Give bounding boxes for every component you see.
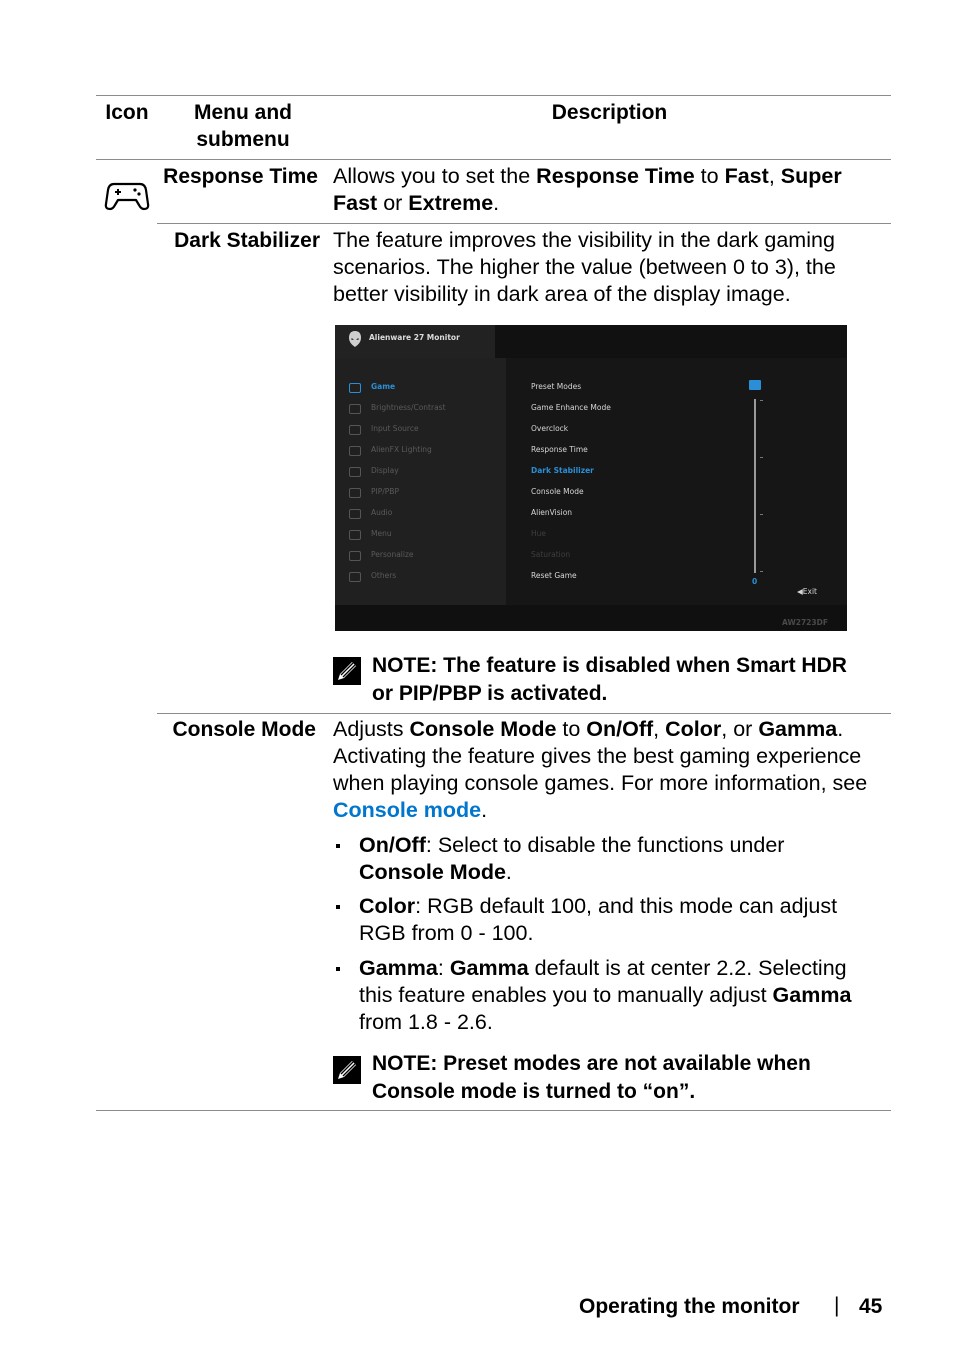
bullet-color: Color: RGB default 100, and this mode can adjust RGB from 0 - 100.	[359, 894, 838, 945]
table-bottom-rule	[96, 1110, 891, 1111]
footer-section-title: Operating the monitor	[579, 1295, 800, 1318]
osd-left-item[interactable]: Brightness/Contrast	[371, 403, 446, 412]
pip-icon	[349, 488, 361, 498]
bullet-onoff-dot	[336, 844, 340, 848]
osd-model: AW2723DF	[782, 618, 828, 627]
info-icon	[349, 572, 361, 582]
display-icon	[349, 467, 361, 477]
sun-icon	[349, 404, 361, 414]
osd-slider-tick-2	[760, 457, 763, 458]
speaker-icon	[349, 509, 361, 519]
osd-screenshot	[335, 325, 847, 631]
alienware-logo-icon	[349, 331, 361, 347]
osd-left-item[interactable]: Game	[371, 382, 396, 391]
response-time-description: Allows you to set the Response Time to Fast, Super Fast or Extreme.	[333, 164, 842, 215]
osd-right-item[interactable]: Console Mode	[531, 487, 584, 496]
osd-slider-tick-3	[760, 514, 763, 515]
alienfx-icon	[349, 446, 361, 456]
osd-left-panel	[335, 358, 506, 605]
bullet-onoff: On/Off: Select to disable the functions under Console Mode.	[359, 833, 785, 884]
submenu-console-mode: Console Mode	[172, 718, 316, 741]
console-mode-link[interactable]: Console mode	[333, 798, 482, 822]
osd-left-item[interactable]: PIP/PBP	[371, 487, 399, 496]
osd-exit: ◀Exit	[797, 587, 817, 596]
note-icon	[333, 657, 361, 685]
header-description: Description	[551, 101, 668, 124]
osd-slider-handle	[749, 380, 761, 390]
osd-title: Alienware 27 Monitor	[369, 333, 460, 342]
header-icon: Icon	[105, 101, 149, 124]
osd-left-item[interactable]: Display	[371, 466, 399, 475]
osd-right-item[interactable]: Hue	[531, 529, 547, 538]
osd-slider-tick-1	[760, 400, 763, 401]
bullet-gamma-dot	[336, 967, 340, 971]
osd-right-item[interactable]: AlienVision	[531, 508, 573, 517]
exit-arrow-icon: ◀	[797, 587, 803, 596]
osd-left-item[interactable]: AlienFX Lighting	[371, 445, 432, 454]
row-rule-2	[157, 713, 891, 714]
star-icon	[349, 551, 361, 561]
table-top-rule	[96, 95, 891, 96]
dark-stabilizer-description: The feature improves the visibility in the dark gaming scenarios. The higher the value (between 0 to 3), the better visibility in dark area of the display image.	[333, 228, 836, 306]
osd-slider-tick-4	[760, 571, 763, 572]
osd-right-item[interactable]: Overclock	[531, 424, 569, 433]
page-number: 45	[859, 1295, 883, 1318]
osd-right-item[interactable]: Preset Modes	[531, 382, 582, 391]
osd-right-item[interactable]: Reset Game	[531, 571, 577, 580]
osd-right-item[interactable]: Dark Stabilizer	[531, 466, 594, 475]
gamepad-icon	[104, 180, 150, 212]
bullet-gamma: Gamma: Gamma default is at center 2.2. Selecting this feature enables you to manually adjust Gamma from 1.8 - 2.6.	[359, 956, 852, 1034]
osd-right-item[interactable]: Response Time	[531, 445, 588, 454]
menu-icon	[349, 530, 361, 540]
osd-right-panel	[506, 358, 847, 605]
osd-left-item[interactable]: Input Source	[371, 424, 419, 433]
osd-slider-track	[754, 399, 756, 573]
osd-left-item[interactable]: Others	[371, 571, 397, 580]
row-rule-1	[157, 223, 891, 224]
dark-stabilizer-note: NOTE: The feature is disabled when Smart HDR or PIP/PBP is activated.	[372, 654, 847, 705]
osd-right-item[interactable]: Saturation	[531, 550, 571, 559]
footer-separator: |	[834, 1294, 840, 1317]
osd-slider-value: 0	[752, 577, 758, 586]
console-mode-description: Adjusts Console Mode to On/Off, Color, or Gamma. Activating the feature gives the best gaming experience when playing console games. For more information, see Console mode.	[333, 717, 868, 822]
bullet-color-dot	[336, 905, 340, 909]
submenu-dark-stabilizer: Dark Stabilizer	[174, 229, 320, 252]
gamepad-icon	[349, 383, 361, 393]
osd-bottom-bar	[335, 605, 847, 631]
osd-left-item[interactable]: Menu	[371, 529, 392, 538]
header-menu: Menu and submenu	[194, 101, 292, 151]
osd-right-item[interactable]: Game Enhance Mode	[531, 403, 611, 412]
osd-left-item[interactable]: Personalize	[371, 550, 414, 559]
submenu-response-time: Response Time	[163, 165, 318, 188]
header-bottom-rule	[96, 159, 891, 160]
note-icon	[333, 1056, 361, 1084]
input-icon	[349, 425, 361, 435]
osd-left-item[interactable]: Audio	[371, 508, 393, 517]
console-mode-note: NOTE: Preset modes are not available when Console mode is turned to “on”.	[372, 1052, 811, 1103]
